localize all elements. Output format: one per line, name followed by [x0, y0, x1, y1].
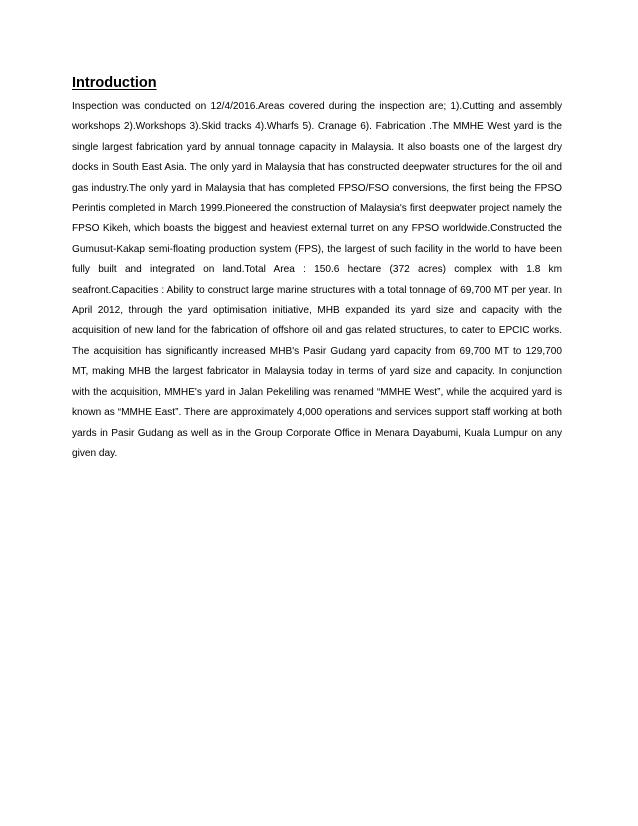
introduction-paragraph: Inspection was conducted on 12/4/2016.Areas covered during the inspection are; 1).Cutting and assembly workshops 2).Workshops 3).Skid tracks 4).Wharfs 5). Cranage 6). Fabrication .The MMHE West yard is the single largest fabrication yard by annual tonnage capacity in Malaysia. It also boasts one of the largest dry docks in South East Asia. The only yard in Malaysia that has constructed deepwater structures for the oil and gas industry.The only yard in Malaysia that has completed FPSO/FSO conversions, the first being the FPSO Perintis completed in March 1999.Pioneered the construction of Malaysia's first deepwater project namely the FPSO Kikeh, which boasts the biggest and heaviest external turret on any FPSO worldwide.Constructed the Gumusut-Kakap semi-floating production system (FPS), the largest of such facility in the world to have been fully built and integrated on land.Total Area : 150.6 hectare (372 acres) complex with 1.8 km seafront.Capacities : Ability to construct large marine structures with a total tonnage of 69,700 MT per year. In April 2012, through the yard optimisation initiative, MHB expanded its yard size and capacity with the acquisition of new land for the fabrication of offshore oil and gas related structures, to cater to EPCIC works. The acquisition has significantly increased MHB's Pasir Gudang yard capacity from 69,700 MT to 129,700 MT, making MHB the largest fabricator in Malaysia today in terms of yard size and capacity. In conjunction with the acquisition, MMHE's yard in Jalan Pekeliling was renamed “MMHE West”, while the acquired yard is known as “MMHE East”. There are approximately 4,000 operations and services support staff working at both yards in Pasir Gudang as well as in the Group Corporate Office in Menara Dayabumi, Kuala Lumpur on any given day. — [72, 101, 562, 459]
section-heading: Introduction — [72, 75, 157, 91]
